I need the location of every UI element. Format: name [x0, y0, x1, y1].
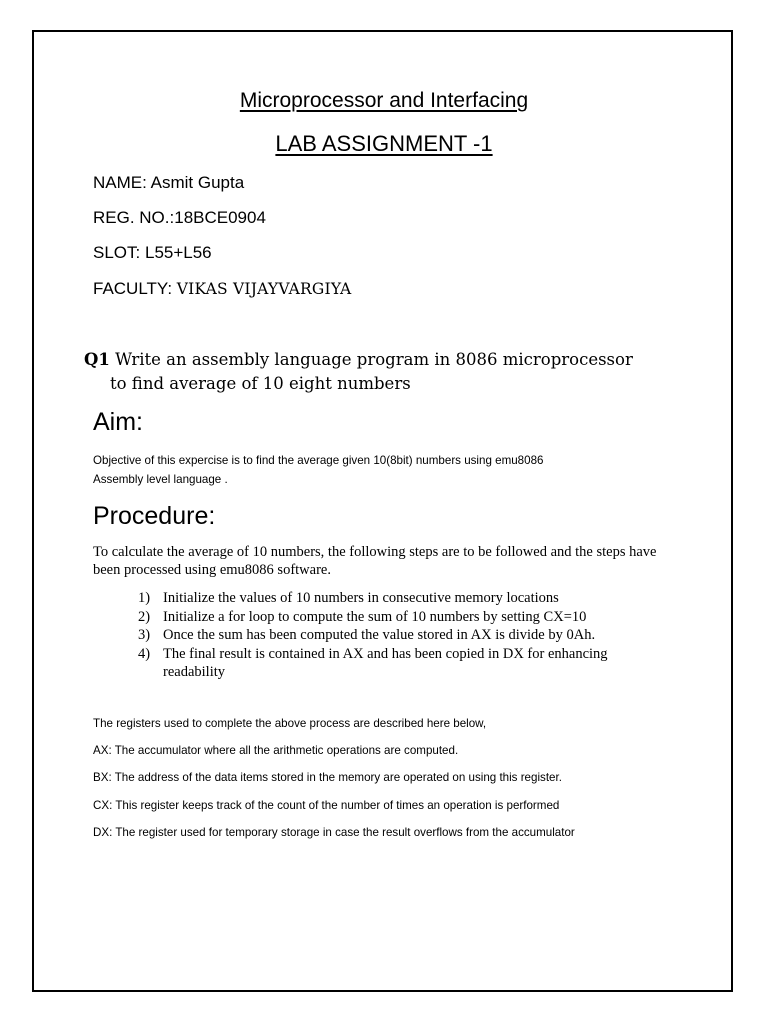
step-number: 4)	[138, 645, 151, 662]
faculty-line	[93, 279, 351, 299]
step-text: Initialize a for loop to compute the sum of 10 numbers by setting CX=10	[163, 608, 587, 625]
reg-no-line	[93, 208, 266, 228]
faculty-value: VIKAS VIJAYVARGIYA	[176, 280, 352, 298]
slot-line	[93, 243, 212, 263]
register-cx: CX: This register keeps track of the count of the number of times an operation is performed	[93, 799, 560, 812]
procedure-steps	[138, 589, 658, 682]
lab-assignment-title: LAB ASSIGNMENT -1	[275, 131, 493, 156]
question-number: Q1	[84, 350, 110, 369]
slot-value: L55+L56	[144, 243, 212, 262]
step-number: 2)	[138, 608, 151, 625]
step-text: Initialize the values of 10 numbers in consecutive memory locations	[163, 590, 559, 606]
step-text: Once the sum has been computed the value stored in AX is divide by 0Ah.	[163, 627, 596, 644]
aim-text	[93, 451, 673, 489]
slot-label: SLOT:	[93, 243, 141, 262]
procedure-intro: To calculate the average of 10 numbers, the following steps are to be followed and the steps have been processed using emu8086 software.	[93, 544, 657, 578]
question-text-line2: to find average of 10 eight numbers	[110, 374, 411, 393]
question-q1	[84, 348, 684, 396]
procedure-step	[138, 645, 658, 682]
name-value: Asmit Gupta	[150, 173, 245, 192]
aim-heading: Aim:	[93, 408, 143, 436]
procedure-step	[138, 589, 658, 608]
register-dx: DX: The register used for temporary storage in case the result overflows from the accumulator	[93, 826, 575, 839]
procedure-step	[138, 608, 658, 627]
step-text: The final result is contained in AX and has been copied in DX for enhancing readability	[163, 645, 608, 681]
procedure-step	[138, 626, 658, 645]
step-number: 1)	[138, 590, 151, 606]
aim-line1: Objective of this expercise is to find the average given 10(8bit) numbers using emu8086	[93, 454, 544, 467]
question-text-line1: Write an assembly language program in 8086 microprocessor	[115, 350, 633, 369]
reg-value: 18BCE0904	[174, 208, 266, 227]
procedure-heading: Procedure:	[93, 502, 216, 530]
register-ax: AX: The accumulator where all the arithmetic operations are computed.	[93, 744, 459, 757]
aim-line2: Assembly level language .	[93, 473, 228, 486]
course-title: Microprocessor and Interfacing	[239, 89, 529, 112]
student-name-line	[93, 173, 244, 193]
register-bx: BX: The address of the data items stored in the memory are operated on using this register.	[93, 771, 562, 784]
step-number: 3)	[138, 627, 151, 644]
faculty-label: FACULTY:	[93, 279, 173, 298]
reg-label: REG. NO.:	[93, 208, 175, 227]
registers-intro: The registers used to complete the above process are described here below,	[93, 717, 487, 730]
name-label: NAME:	[93, 173, 147, 192]
